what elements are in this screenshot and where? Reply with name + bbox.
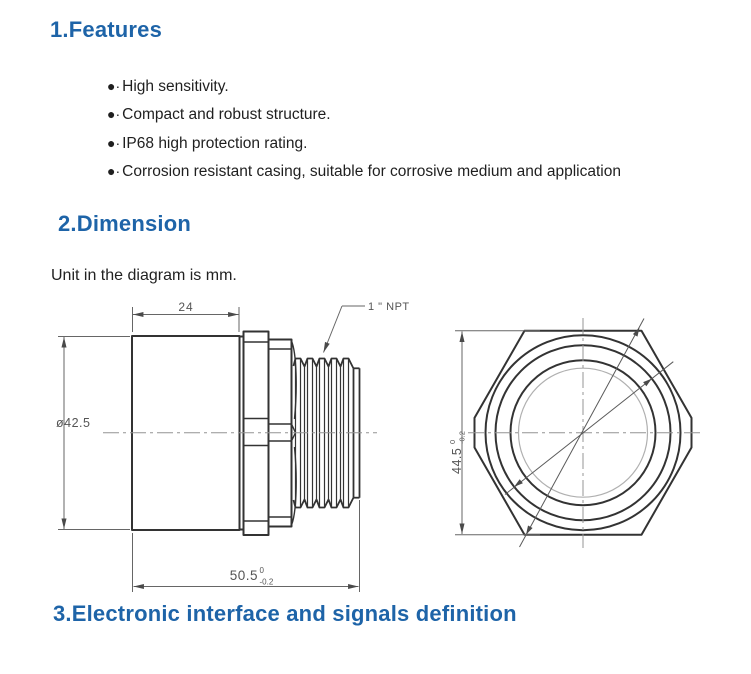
dimension-body-diameter	[58, 337, 130, 530]
dim-label-overall-length	[230, 566, 274, 587]
svg-text:-0.2: -0.2	[259, 577, 274, 587]
thread-callout-leader	[324, 306, 366, 353]
bullet-icon: ●·	[107, 134, 121, 151]
svg-text:0: 0	[259, 566, 264, 575]
unit-note: Unit in the diagram is mm.	[51, 267, 237, 284]
feature-text: IP68 high protection rating.	[122, 134, 308, 152]
svg-text:0: 0	[448, 439, 457, 444]
dim-label-body-diameter: ø42.5	[56, 416, 91, 430]
feature-text: Compact and robust structure.	[122, 106, 331, 124]
bullet-icon: ●·	[107, 78, 121, 94]
hex-collar-side	[244, 332, 269, 536]
bullet-icon: ●·	[107, 163, 121, 180]
bullet-icon: ●·	[107, 106, 121, 123]
section-title-dimension: 2.Dimension	[58, 211, 192, 236]
section-title-interface: 3.Electronic interface and signals definition	[53, 601, 517, 626]
svg-text:-0.2: -0.2	[457, 431, 467, 444]
svg-text:50.5: 50.5	[229, 568, 258, 583]
feature-text: High sensitivity.	[122, 78, 229, 95]
side-view-drawing	[103, 332, 377, 536]
dim-label-hex-across-flats	[448, 431, 467, 474]
front-view-drawing	[468, 318, 701, 548]
section-title-features: 1.Features	[50, 17, 163, 42]
front-centerlines	[468, 318, 701, 548]
dim-label-cap-width: 24	[178, 300, 194, 314]
feature-text: Corrosion resistant casing, suitable for corrosive medium and application	[122, 163, 621, 181]
svg-text:44.5: 44.5	[450, 447, 464, 474]
dim-label-thread-spec: 1 " NPT	[368, 301, 410, 313]
